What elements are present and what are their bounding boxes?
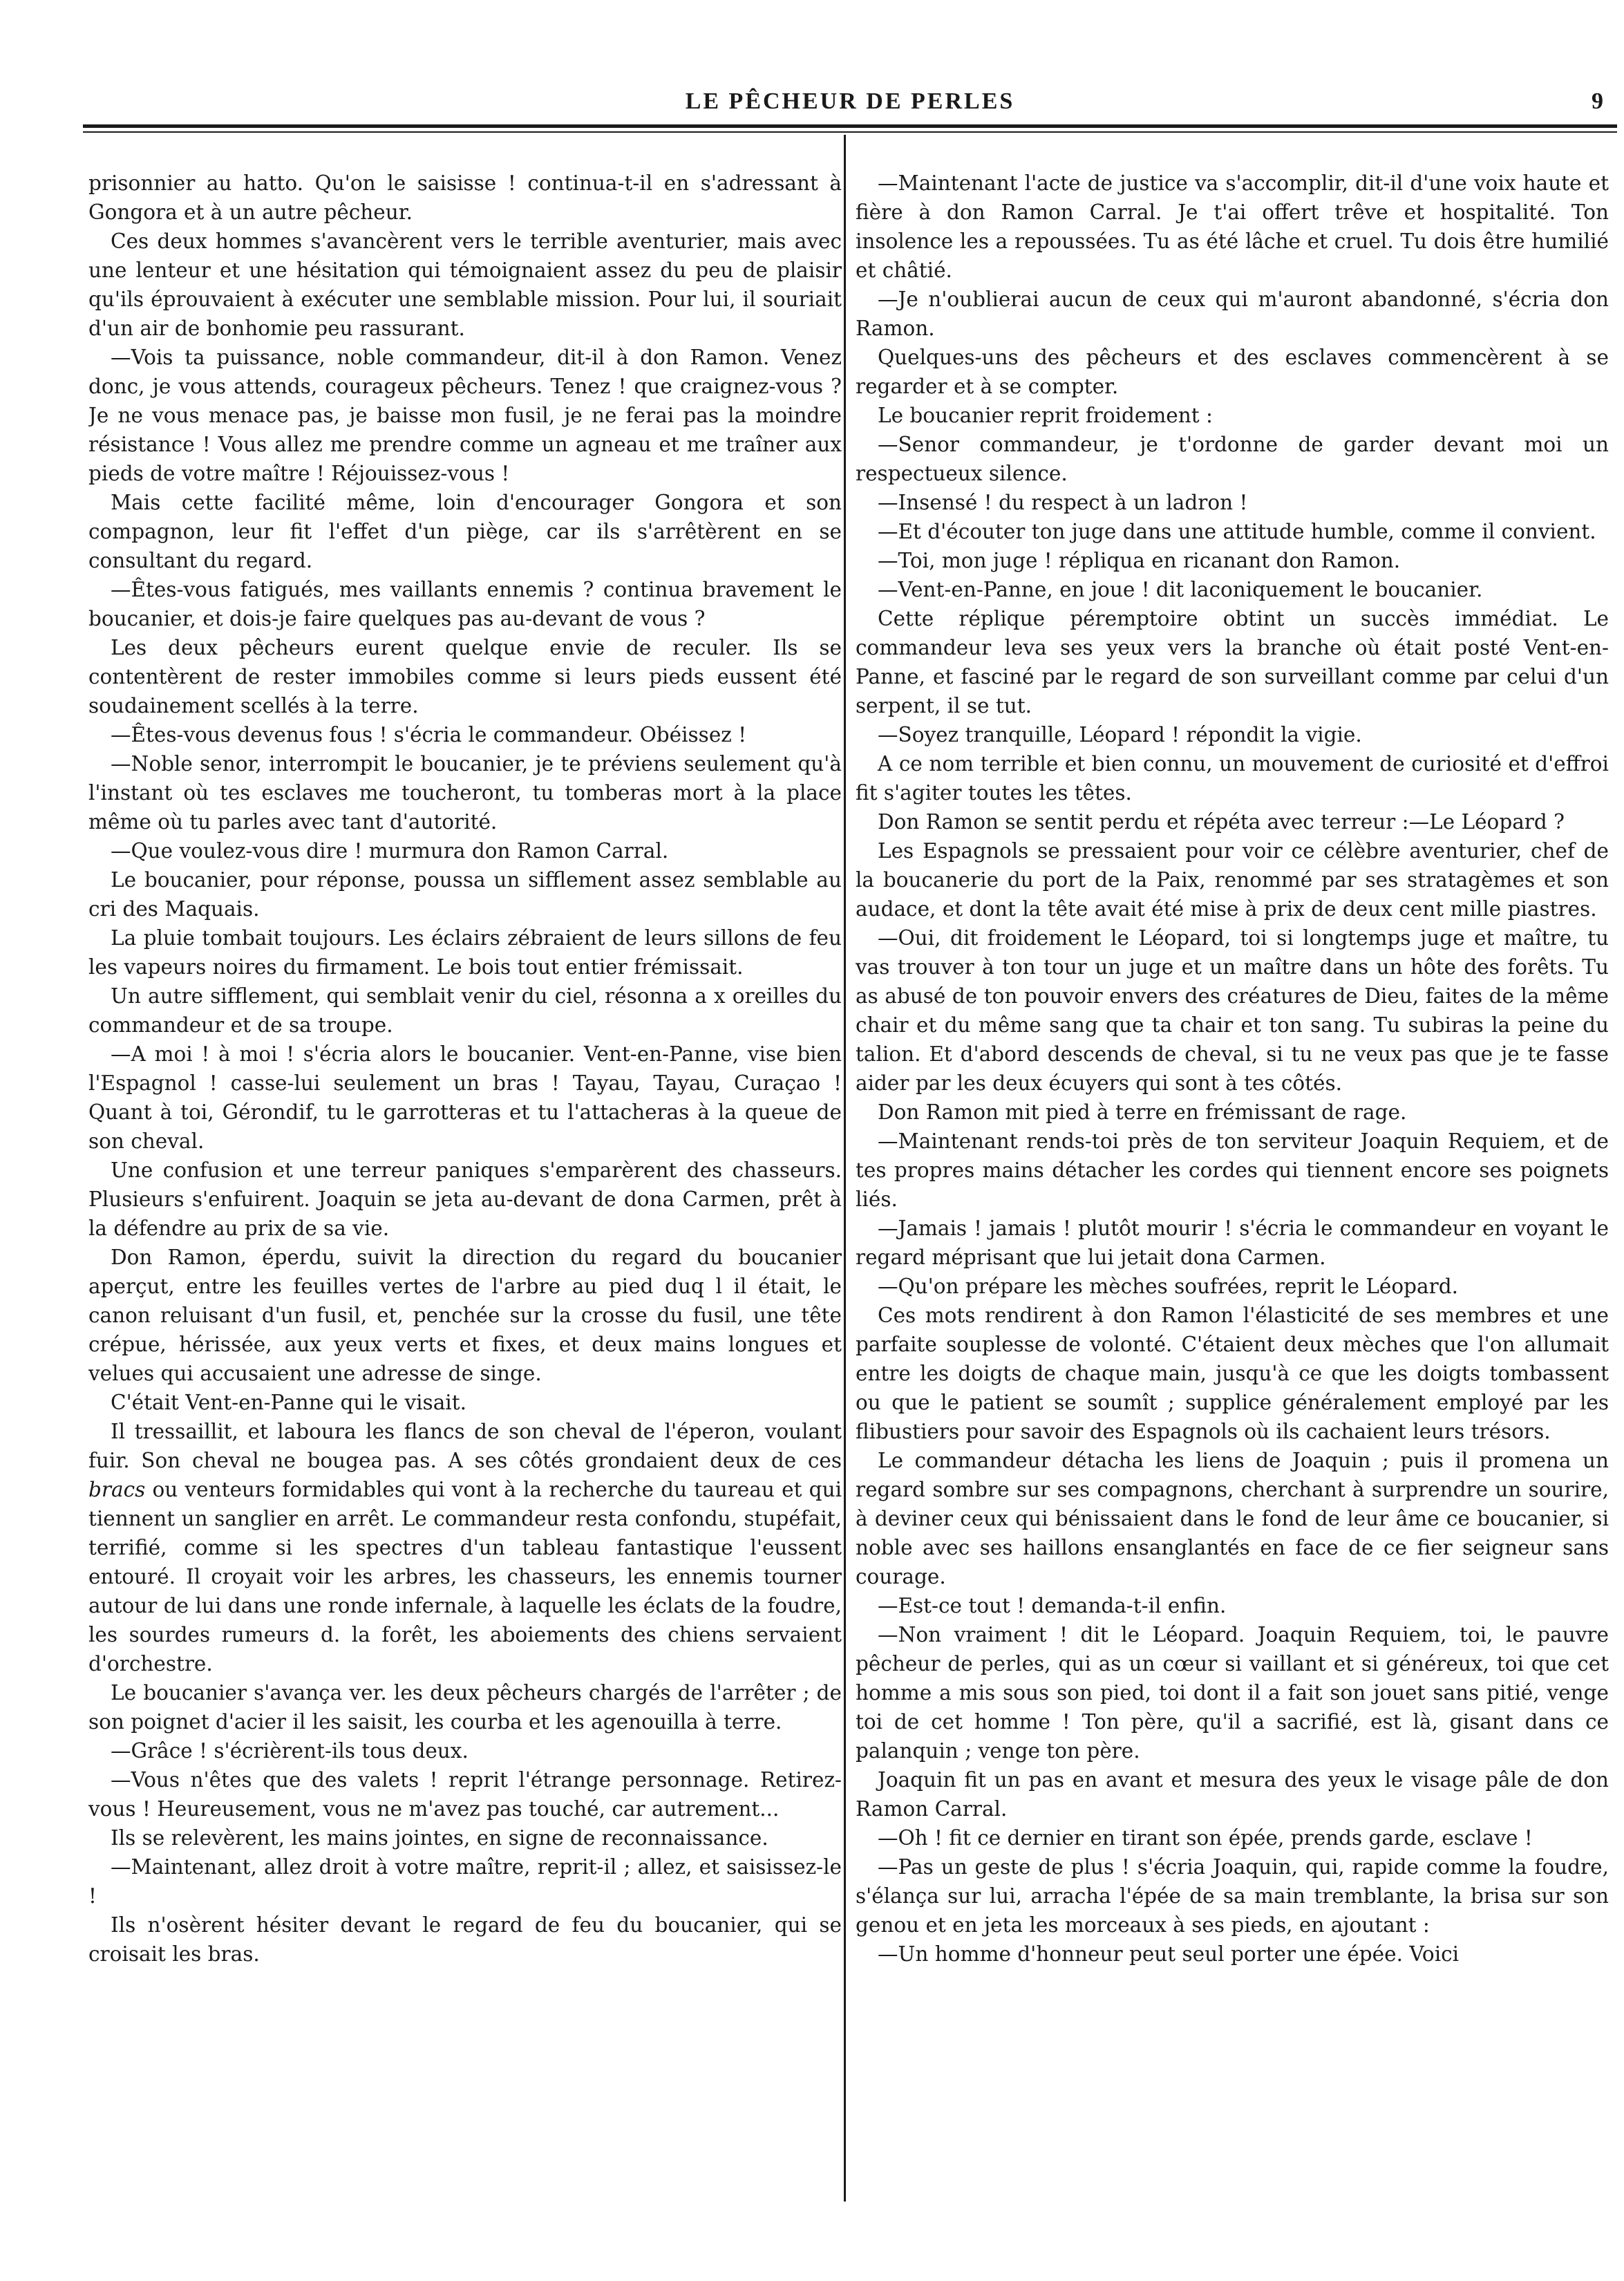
paragraph: —Vent-en-Panne, en joue ! dit laconiquement le boucanier.: [878, 578, 1483, 601]
right-column: [856, 169, 1609, 2208]
paragraph: —Un homme d'honneur peut seul porter une épée. Voici: [878, 1942, 1460, 1966]
paragraph: —Oui, dit froidement le Léopard, toi si longtemps juge et maître, tu vas trouver à ton tour un juge et un maître dans un hôte des forêts. Tu as abusé de ton pouvoir envers des créatures de Dieu, faites de la même chair et du même sang que ta chair et ton sang. Tu subiras la peine du talion. Et d'abord descends de cheval, si tu ne veux pas que je te fasse aider par les deux écuyers qui sont à tes côtés.: [856, 926, 1609, 1095]
paragraph: —Êtes-vous fatigués, mes vaillants ennemis ? continua bravement le boucanier, et dois-je faire quelques pas au-devant de vous ?: [88, 578, 842, 630]
paragraph: —Grâce ! s'écrièrent-ils tous deux.: [111, 1739, 469, 1763]
paragraph: Don Ramon, éperdu, suivit la direction du regard du boucanier aperçut, entre les feuilles vertes de l'arbre au pied duq l il était, le canon reluisant d'un fusil, et, penchée sur la crosse du fusil, une tête crépue, hérissée, aux yeux verts et fixes, et deux mains longues et velues qui accusaient une adresse de singe.: [88, 1246, 842, 1385]
paragraph: C'était Vent-en-Panne qui le visait.: [111, 1391, 466, 1414]
page-header: [83, 88, 1617, 119]
paragraph: —Je n'oublierai aucun de ceux qui m'auront abandonné, s'écria don Ramon.: [856, 288, 1609, 340]
paragraph: Un autre sifflement, qui semblait venir du ciel, résonna a x oreilles du commandeur et de sa troupe.: [88, 984, 842, 1037]
paragraph: Mais cette facilité même, loin d'encourager Gongora et son compagnon, leur fit l'effet d'un piège, car ils s'arrêtèrent en se consultant du regard.: [88, 491, 842, 572]
paragraph: —Soyez tranquille, Léopard ! répondit la vigie.: [878, 723, 1362, 747]
paragraph: —Jamais ! jamais ! plutôt mourir ! s'écria le commandeur en voyant le regard méprisant que lui jetait dona Carmen.: [856, 1217, 1609, 1269]
paragraph: Don Ramon mit pied à terre en frémissant de rage.: [878, 1100, 1407, 1124]
paragraph: —Qu'on prépare les mèches soufrées, reprit le Léopard.: [878, 1275, 1458, 1298]
paragraph: —Maintenant rends-toi près de ton serviteur Joaquin Requiem, et de tes propres mains détacher les cordes qui tiennent encore ses poignets liés.: [856, 1129, 1609, 1211]
paragraph: —Noble senor, interrompit le boucanier, je te préviens seulement qu'à l'instant où tes esclaves me toucheront, tu tomberas mort à la place même où tu parles avec tant d'autorité.: [88, 752, 842, 834]
header-rule-thin: [83, 131, 1617, 133]
paragraph: Joaquin fit un pas en avant et mesura des yeux le visage pâle de don Ramon Carral.: [856, 1768, 1609, 1821]
paragraph: Les Espagnols se pressaient pour voir ce célèbre aventurier, chef de la boucanerie du port de la Paix, renommé par ses stratagèmes et son audace, et dont la tête avait été mise à prix de deux cent mille piastres.: [856, 839, 1609, 921]
page-number: 9: [1592, 88, 1603, 114]
paragraph: —Insensé ! du respect à un ladron !: [878, 491, 1248, 514]
paragraph: —A moi ! à moi ! s'écria alors le boucanier. Vent-en-Panne, vise bien l'Espagnol ! casse-lui seulement un bras ! Tayau, Tayau, Curaçao ! Quant à toi, Gérondif, tu le garrotteras et tu l'attacheras à la queue de son cheval.: [88, 1042, 842, 1153]
paragraph: Le boucanier reprit froidement :: [878, 404, 1213, 427]
paragraph: Quelques-uns des pêcheurs et des esclaves commencèrent à se regarder et à se compter.: [856, 346, 1609, 398]
header-rule-thick: [83, 124, 1617, 128]
paragraph: —Senor commandeur, je t'ordonne de garder devant moi un respectueux silence.: [856, 433, 1609, 485]
paragraph: —Pas un geste de plus ! s'écria Joaquin, qui, rapide comme la foudre, s'élança sur lui, arracha l'épée de sa main tremblante, la brisa sur son genou et en jeta les morceaux à ses pieds, en ajoutant :: [856, 1855, 1609, 1937]
paragraph: —Toi, mon juge ! répliqua en ricanant don Ramon.: [878, 549, 1401, 572]
paragraph: Une confusion et une terreur paniques s'emparèrent des chasseurs. Plusieurs s'enfuirent. Joaquin se jeta au-devant de dona Carmen, prêt à la défendre au prix de sa vie.: [88, 1158, 842, 1240]
paragraph: —Êtes-vous devenus fous ! s'écria le commandeur. Obéissez !: [111, 723, 747, 747]
paragraph: —Et d'écouter ton juge dans une attitude humble, comme il convient.: [878, 520, 1596, 543]
paragraph: Ces deux hommes s'avancèrent vers le terrible aventurier, mais avec une lenteur et une hésitation qui témoignaient assez du peu de plaisir qu'ils éprouvaient à exécuter une semblable mission. Pour lui, il souriait d'un air de bonhomie peu rassurant.: [88, 229, 842, 340]
paragraph: prisonnier au hatto. Qu'on le saisisse ! continua-t-il en s'adressant à Gongora et à un autre pêcheur.: [88, 171, 842, 224]
paragraph: —Non vraiment ! dit le Léopard. Joaquin Requiem, toi, le pauvre pêcheur de perles, qui as un cœur si vaillant et si généreux, toi que cet homme a mis sous son pied, toi dont il a fait son jouet sans pitié, venge toi de cet homme ! Ton père, qu'il a sacrifié, est là, gisant dans ce palanquin ; venge ton père.: [856, 1623, 1609, 1763]
paragraph: Don Ramon se sentit perdu et répéta avec terreur :—Le Léopard ?: [878, 810, 1565, 834]
paragraph: —Oh ! fit ce dernier en tirant son épée, prends garde, esclave !: [878, 1826, 1533, 1850]
paragraph: A ce nom terrible et bien connu, un mouvement de curiosité et d'effroi fit s'agiter toutes les têtes.: [856, 752, 1609, 805]
paragraph: —Que voulez-vous dire ! murmura don Ramon Carral.: [111, 839, 669, 863]
paragraph: —Maintenant l'acte de justice va s'accomplir, dit-il d'une voix haute et fière à don Ramon Carral. Je t'ai offert trêve et hospitalité. Ton insolence les a repoussées. Tu as été lâche et cruel. Tu dois être humilié et châtié.: [856, 171, 1609, 282]
paragraph: Ils n'osèrent hésiter devant le regard de feu du boucanier, qui se croisait les bras.: [88, 1913, 842, 1966]
paragraph: —Maintenant, allez droit à votre maître, reprit-il ; allez, et saisissez-le !: [88, 1855, 842, 1908]
paragraph: Le boucanier s'avança ver. les deux pêcheurs chargés de l'arrêter ; de son poignet d'acier il les saisit, les courba et les agenouilla à terre.: [88, 1681, 842, 1734]
paragraph: La pluie tombait toujours. Les éclairs zébraient de leurs sillons de feu les vapeurs noires du firmament. Le bois tout entier frémissait.: [88, 926, 842, 979]
left-column: [88, 169, 842, 2208]
paragraph: Les deux pêcheurs eurent quelque envie de reculer. Ils se contentèrent de rester immobiles comme si leurs pieds eussent été soudainement scellés à la terre.: [88, 636, 842, 717]
paragraph: Le commandeur détacha les liens de Joaquin ; puis il promena un regard sombre sur ses compagnons, cherchant à surprendre un sourire, à deviner ceux qui bénissaient dans le fond de leur âme ce boucanier, si noble avec ses haillons ensanglantés en face de ce fier seigneur sans courage.: [856, 1449, 1609, 1588]
column-divider: [844, 135, 846, 2202]
paragraph: Ces mots rendirent à don Ramon l'élasticité de ses membres et une parfaite souplesse de volonté. C'étaient deux mèches que l'on allumait entre les doigts de chaque main, jusqu'à ce que les doigts tombassent ou que le patient se soumît ; supplice généralement employé par les flibustiers pour savoir des Espagnols où ils cachaient leurs trésors.: [856, 1304, 1609, 1443]
paragraph: Le boucanier, pour réponse, poussa un sifflement assez semblable au cri des Maquais.: [88, 868, 842, 921]
paragraph: —Vois ta puissance, noble commandeur, dit-il à don Ramon. Venez donc, je vous attends, courageux pêcheurs. Tenez ! que craignez-vous ? Je ne vous menace pas, je baisse mon fusil, je ne ferai pas la moindre résistance ! Vous allez me prendre comme un agneau et me traîner aux pieds de votre maître ! Réjouissez-vous !: [88, 346, 842, 485]
paragraph: Cette réplique péremptoire obtint un succès immédiat. Le commandeur leva ses yeux vers la branche où était posté Vent-en-Panne, et fasciné par le regard de son surveillant comme par celui d'un serpent, il se tut.: [856, 607, 1609, 717]
running-title: LE PÊCHEUR DE PERLES: [685, 88, 1015, 114]
paragraph: —Vous n'êtes que des valets ! reprit l'étrange personnage. Retirez-vous ! Heureusement, vous ne m'avez pas touché, car autrement...: [88, 1768, 842, 1821]
paragraph: —Est-ce tout ! demanda-t-il enfin.: [878, 1594, 1227, 1617]
paragraph: Ils se relevèrent, les mains jointes, en signe de reconnaissance.: [111, 1826, 768, 1850]
paragraph: Il tressaillit, et laboura les flancs de son cheval de l'éperon, voulant fuir. Son cheval ne bougea pas. A ses côtés grondaient deux de ces bracs ou venteurs formidables qui vont à la recherche du taureau et qui tiennent un sanglier en arrêt. Le commandeur resta confondu, stupéfait, terrifié, comme si les spectres d'un tableau fantastique l'eussent entouré. Il croyait voir les arbres, les chasseurs, les ennemis tourner autour de lui dans une ronde infernale, à laquelle les éclats de la foudre, les sourdes rumeurs d. la forêt, les aboiements des chiens servaient d'orchestre.: [88, 1420, 842, 1675]
